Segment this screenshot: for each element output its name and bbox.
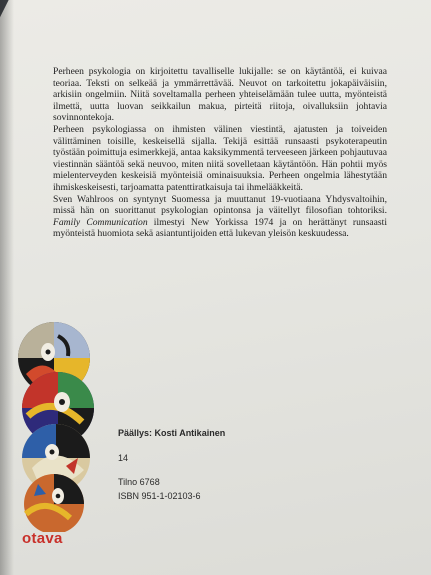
blurb-paragraph-1: Perheen psykologia on kirjoitettu tavalliselle lukijalle: se on käytäntöä, ei kuivaa teoriaa. Teksti on selkeää ja ymmärrettävää. Neuvot on tarkoitettu jokapäiväisiin, arkisiin ongelmiin. Niitä soveltamalla perheen yhteiselämään tulee uutta, myönteistä ilmettä, uutta luovan seikkailun makua, pirteitä riitoja, oivalluksiin johtavia sovinnontekoja. [53,66,387,124]
bio-text-end: ilmestyi New Yorkissa 1974 ja on herättänyt runsaasti myönteistä huomiota sekä asiantuntijoiden että lukevan yleisön keskuudessa. [53,216,387,240]
publisher-logo: otava [22,530,63,547]
catalog-number: 14 [118,453,129,463]
author-bio [53,194,387,240]
original-title: Family Communication [53,216,148,228]
cover-designer-credit: Päällys: Kosti Antikainen [118,428,226,438]
illustration-disc-4 [24,474,84,532]
cover-illustration [12,318,110,532]
blurb-paragraph-2: Perheen psykologiassa on ihmisten välinen viestintä, ajatusten ja toiveiden välittäminen toisille, keskeisellä sijalla. Tekijä esittää runsaasti psykoterapeutin työstään poimittuja esimerkkejä, antaa kaksikymmentä terveeseen järkeen pohjautuvaa viestinnän sääntöä sekä neuvoo, miten niitä sovelletaan käytäntöön. Hän pohtii myös mielenterveyden keskeisiä myönteisiä ominaisuuksia. Perheen ongelmia lähestytään ihmiskeskeisesti, tarjoamatta patenttiratkaisuja tai ihmelääkkeitä. [53,123,387,193]
order-number: Tilno 6768 [118,477,160,487]
blurb-text [53,66,387,240]
bio-text-start: Sven Wahlroos on syntynyt Suomessa ja muuttanut 19-vuotiaana Yhdysvaltoihin, missä hän on suorittanut psykologian opintonsa ja väitellyt filosofian tohtoriksi. [53,193,387,217]
isbn: ISBN 951-1-02103-6 [118,491,201,501]
